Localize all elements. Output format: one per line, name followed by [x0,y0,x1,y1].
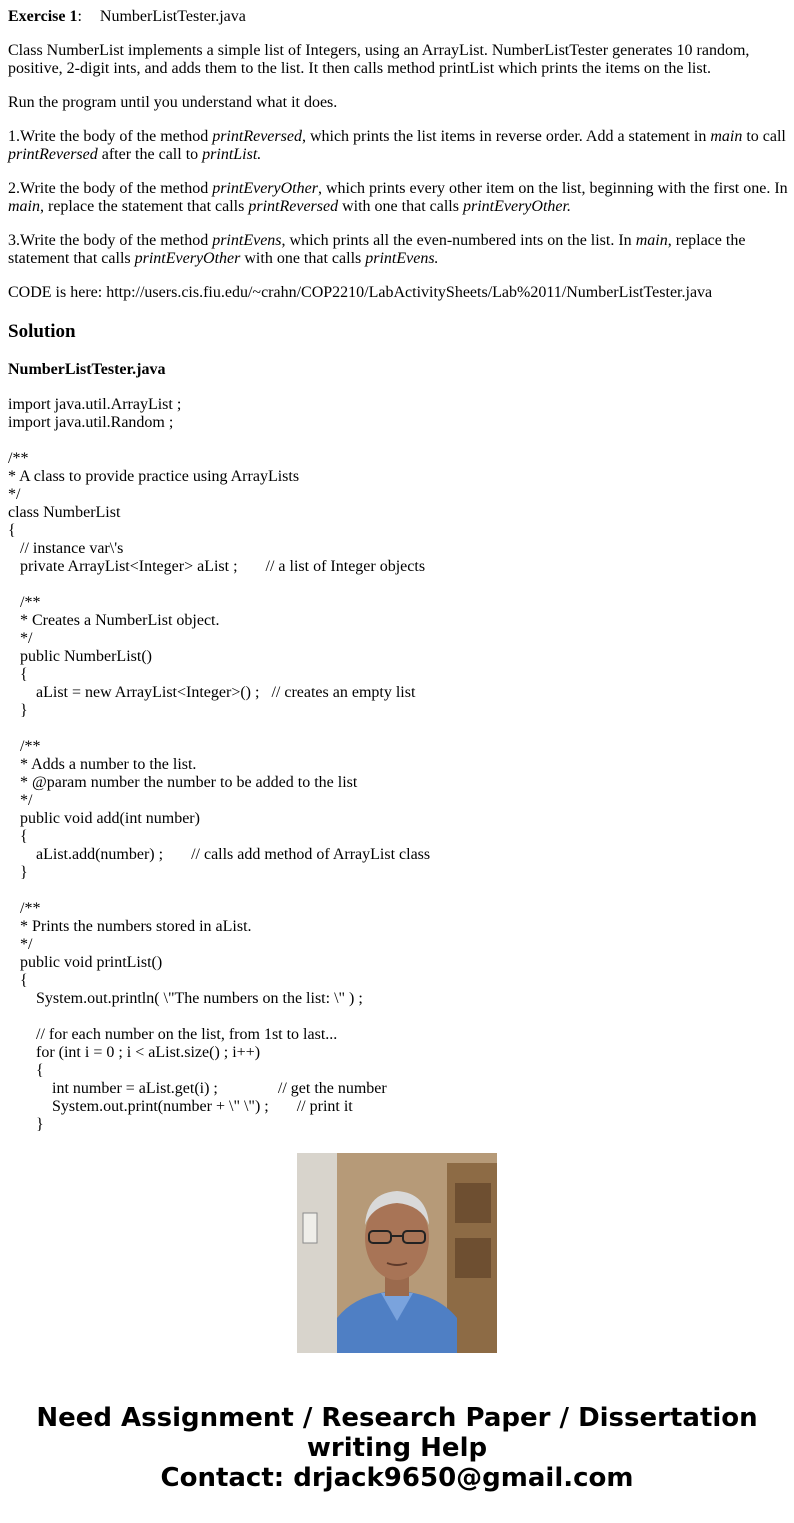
exercise-colon: : [77,8,82,25]
code-line: private ArrayList<Integer> aList ; // a list of Integer objects [8,558,426,575]
code-line: System.out.print(number + \" \") ; // print it [8,1098,353,1115]
code-line: /** [8,450,29,467]
code-line: * Prints the numbers stored in aList. [8,918,252,935]
task-text: with one that calls [338,198,463,215]
code-line: * @param number the number to be added to the list [8,774,358,791]
task-text: , which prints every other item on the list, beginning with the first one. In [317,180,788,197]
code-line: { [8,828,28,845]
code-line: { [8,666,28,683]
exercise-label: Exercise 1 [8,8,78,25]
code-link-text: CODE is here: http://users.cis.fiu.edu/~crahn/COP2210/LabActivitySheets/Lab%2011/NumberListTester.java [8,284,713,301]
code-line: public NumberList() [8,648,152,665]
code-line: } [8,864,28,881]
task-identifier: printReversed [248,198,339,215]
task-text: to call [742,128,786,145]
task-text: with one that calls [240,250,366,267]
solution-heading: Solution [8,321,76,342]
code-line: import java.util.ArrayList ; [8,396,182,413]
task-text: Write the body of the method [20,180,213,197]
code-line: public void add(int number) [8,810,200,827]
code-line: int number = aList.get(i) ; // get the number [8,1080,387,1097]
promo-banner [0,1403,794,1493]
code-line: /** [8,900,41,917]
exercise-filename: NumberListTester.java [99,8,246,25]
task-text: Write the body of the method [20,232,213,249]
run-note: Run the program until you understand what it does. [8,94,338,111]
task-identifier: printEvens. [365,250,439,267]
code-line: System.out.println( \"The numbers on the list: \" ) ; [8,990,363,1007]
task-text: , which prints the list items in reverse order. Add a statement in [301,128,711,145]
code-line: */ [8,936,33,953]
code-line: import java.util.Random ; [8,414,174,431]
code-line: { [8,972,28,989]
task-identifier: printEveryOther. [462,198,571,215]
task-text: , which prints all the even-numbered ints on the list. In [281,232,636,249]
code-listing [8,0,788,1133]
code-line: * A class to provide practice using ArrayLists [8,468,300,485]
intro-paragraph: Class NumberList implements a simple list of Integers, using an ArrayList. NumberListTester generates 10 random, positive, 2-digit ints, and adds them to the list. It then calls method printList which prints the items on the list. [8,42,750,77]
code-line: } [8,1116,44,1133]
task-identifier: printList. [202,146,262,163]
promo-line-2: writing Help [306,1433,488,1463]
promo-line-3: Contact: drjack9650@gmail.com [160,1463,634,1493]
task-identifier: printEveryOther [134,250,241,267]
code-line: aList.add(number) ; // calls add method of ArrayList class [8,846,431,863]
task-identifier: main [8,198,40,215]
task-identifier: printEveryOther [212,180,318,197]
task-number: 2. [8,180,20,197]
task-text: , replace the statement that calls [40,198,249,215]
promo-line-1: Need Assignment / Research Paper / Dissertation [36,1403,758,1433]
code-line: aList = new ArrayList<Integer>() ; // creates an empty list [8,684,416,701]
author-photo [297,1153,497,1353]
task-number: 3. [8,232,20,249]
code-line: // for each number on the list, from 1st to last... [8,1026,338,1043]
task-text: , replace the statement that calls [8,232,746,267]
code-line: */ [8,486,21,503]
task-text: after the call to [97,146,203,163]
code-line: for (int i = 0 ; i < aList.size() ; i++) [8,1044,261,1061]
code-line: // instance var\'s [8,540,124,557]
code-line: * Creates a NumberList object. [8,612,220,629]
task-identifier: main [710,128,743,145]
task-text: Write the body of the method [20,128,213,145]
task-identifier: main [635,232,668,249]
code-line: { [8,522,16,539]
code-line: public void printList() [8,954,163,971]
code-line: class NumberList [8,504,121,521]
code-line: } [8,702,28,719]
task-identifier: printReversed [212,128,302,145]
code-line: */ [8,630,33,647]
code-line: */ [8,792,33,809]
task-identifier: printEvens [212,232,282,249]
author-portrait-image [297,1153,497,1353]
code-line: /** [8,594,41,611]
code-line: /** [8,738,41,755]
task-identifier: printReversed [8,146,98,163]
task-number: 1. [8,128,20,145]
solution-filename: NumberListTester.java [8,361,166,378]
code-line: * Adds a number to the list. [8,756,197,773]
code-line: { [8,1062,44,1079]
